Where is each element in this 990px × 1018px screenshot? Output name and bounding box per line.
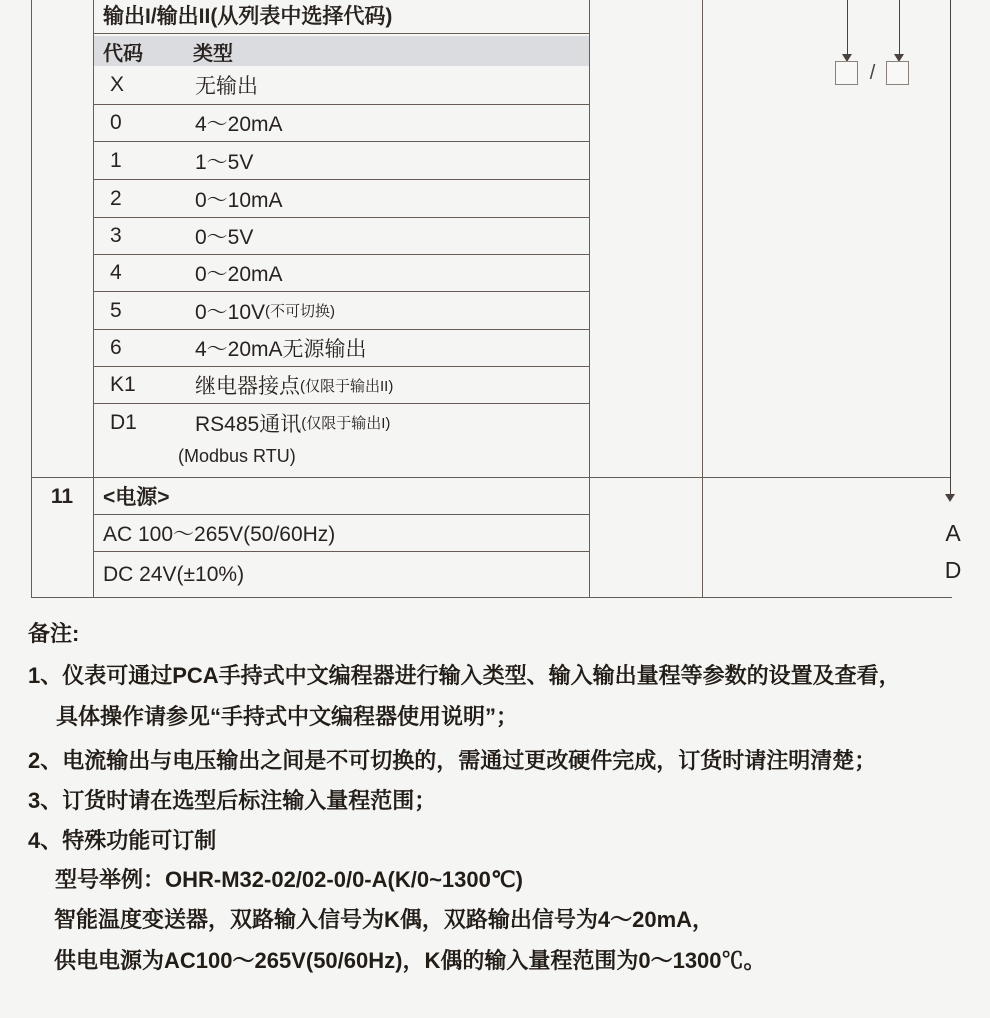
row-number-11: 11 bbox=[50, 485, 74, 508]
row-type: 0～5V bbox=[195, 226, 254, 249]
table-row bbox=[93, 367, 589, 404]
table-row bbox=[93, 180, 589, 218]
power-code-d: D bbox=[944, 557, 962, 583]
output2-pointer-line bbox=[899, 0, 900, 55]
table-row bbox=[93, 292, 589, 330]
table-row bbox=[93, 255, 589, 292]
example-desc-line-2: 供电电源为AC100～265V(50/60Hz)，K偶的输入量程范围为0～1300℃。 bbox=[54, 948, 766, 973]
table-vline-inner-right bbox=[702, 0, 703, 597]
row-code: K1 bbox=[110, 373, 136, 396]
row-type-note-line2: (Modbus RTU) bbox=[178, 446, 296, 466]
table-row bbox=[93, 218, 589, 255]
power-arrow-icon bbox=[945, 494, 955, 502]
row-type: RS485通讯 bbox=[195, 412, 302, 436]
row-code: 6 bbox=[110, 336, 122, 359]
row-code: 2 bbox=[110, 186, 122, 210]
table-row bbox=[93, 330, 589, 367]
example-desc-line-1: 智能温度变送器，双路输入信号为K偶，双路输出信号为4～20mA， bbox=[54, 907, 715, 932]
power-title: <电源> bbox=[103, 485, 170, 509]
row-code: 3 bbox=[110, 224, 122, 247]
row-code: 0 bbox=[110, 111, 122, 134]
row-type: 4～20mA bbox=[195, 113, 283, 136]
note-1-line-2: 具体操作请参见“手持式中文编程器使用说明”； bbox=[56, 704, 519, 729]
row-type: 无输出 bbox=[195, 75, 258, 98]
row-type: 4～20mA无源输出 bbox=[195, 338, 367, 361]
table-row bbox=[93, 142, 589, 180]
row-type-note: (仅限于输出II) bbox=[300, 377, 394, 395]
table-row bbox=[93, 105, 589, 142]
output-section-title: 输出I/输出II(从列表中选择代码) bbox=[103, 5, 393, 28]
power-option-dc: DC 24V(±10%) bbox=[103, 562, 245, 586]
note-1-line-1: 1、仪表可通过PCA手持式中文编程器进行输入类型、输入输出量程等参数的设置及查看， bbox=[28, 663, 901, 688]
power-pointer-line bbox=[950, 0, 951, 495]
row-code: 5 bbox=[110, 298, 122, 322]
power-option-ac: AC 100～265V(50/60Hz) bbox=[103, 523, 336, 546]
model-example-line: 型号举例：OHR-M32-02/02-0/0-A(K/0~1300℃) bbox=[55, 867, 523, 892]
table-vline-list-right bbox=[589, 0, 590, 597]
table-row bbox=[93, 404, 589, 477]
column-header-type: 类型 bbox=[193, 42, 233, 65]
code-box-separator: / bbox=[869, 62, 876, 84]
output1-code-box bbox=[835, 61, 858, 85]
row-type-note: (仅限于输出I) bbox=[301, 415, 391, 432]
power-option-row bbox=[93, 552, 589, 597]
output2-code-box bbox=[886, 61, 909, 85]
table-hline-bottom bbox=[31, 597, 952, 598]
note-2: 2、电流输出与电压输出之间是不可切换的，需通过更改硬件完成，订货时请注明清楚； bbox=[28, 748, 877, 773]
power-code-a: A bbox=[945, 520, 961, 546]
table-column-header-row bbox=[94, 36, 589, 66]
row-code: D1 bbox=[110, 410, 137, 434]
row-type-note: (不可切换) bbox=[265, 303, 336, 320]
table-row bbox=[93, 66, 589, 105]
output1-pointer-line bbox=[847, 0, 848, 55]
column-header-code: 代码 bbox=[103, 42, 143, 65]
notes-heading: 备注: bbox=[28, 621, 80, 646]
note-4: 4、特殊功能可订制 bbox=[28, 828, 217, 853]
row-code: 4 bbox=[110, 261, 122, 284]
row-type: 0～10V bbox=[195, 300, 266, 324]
table-hline-under-title bbox=[93, 33, 589, 34]
row-type: 0～10mA bbox=[195, 188, 283, 212]
row-code: X bbox=[110, 73, 125, 96]
power-option-row bbox=[93, 515, 589, 552]
power-title-row bbox=[93, 477, 589, 515]
row-type: 0～20mA bbox=[195, 263, 283, 286]
row-type: 1～5V bbox=[195, 150, 254, 174]
row-code: 1 bbox=[110, 148, 122, 172]
row-type: 继电器接点 bbox=[195, 375, 300, 398]
note-3: 3、订货时请在选型后标注输入量程范围； bbox=[28, 788, 437, 813]
